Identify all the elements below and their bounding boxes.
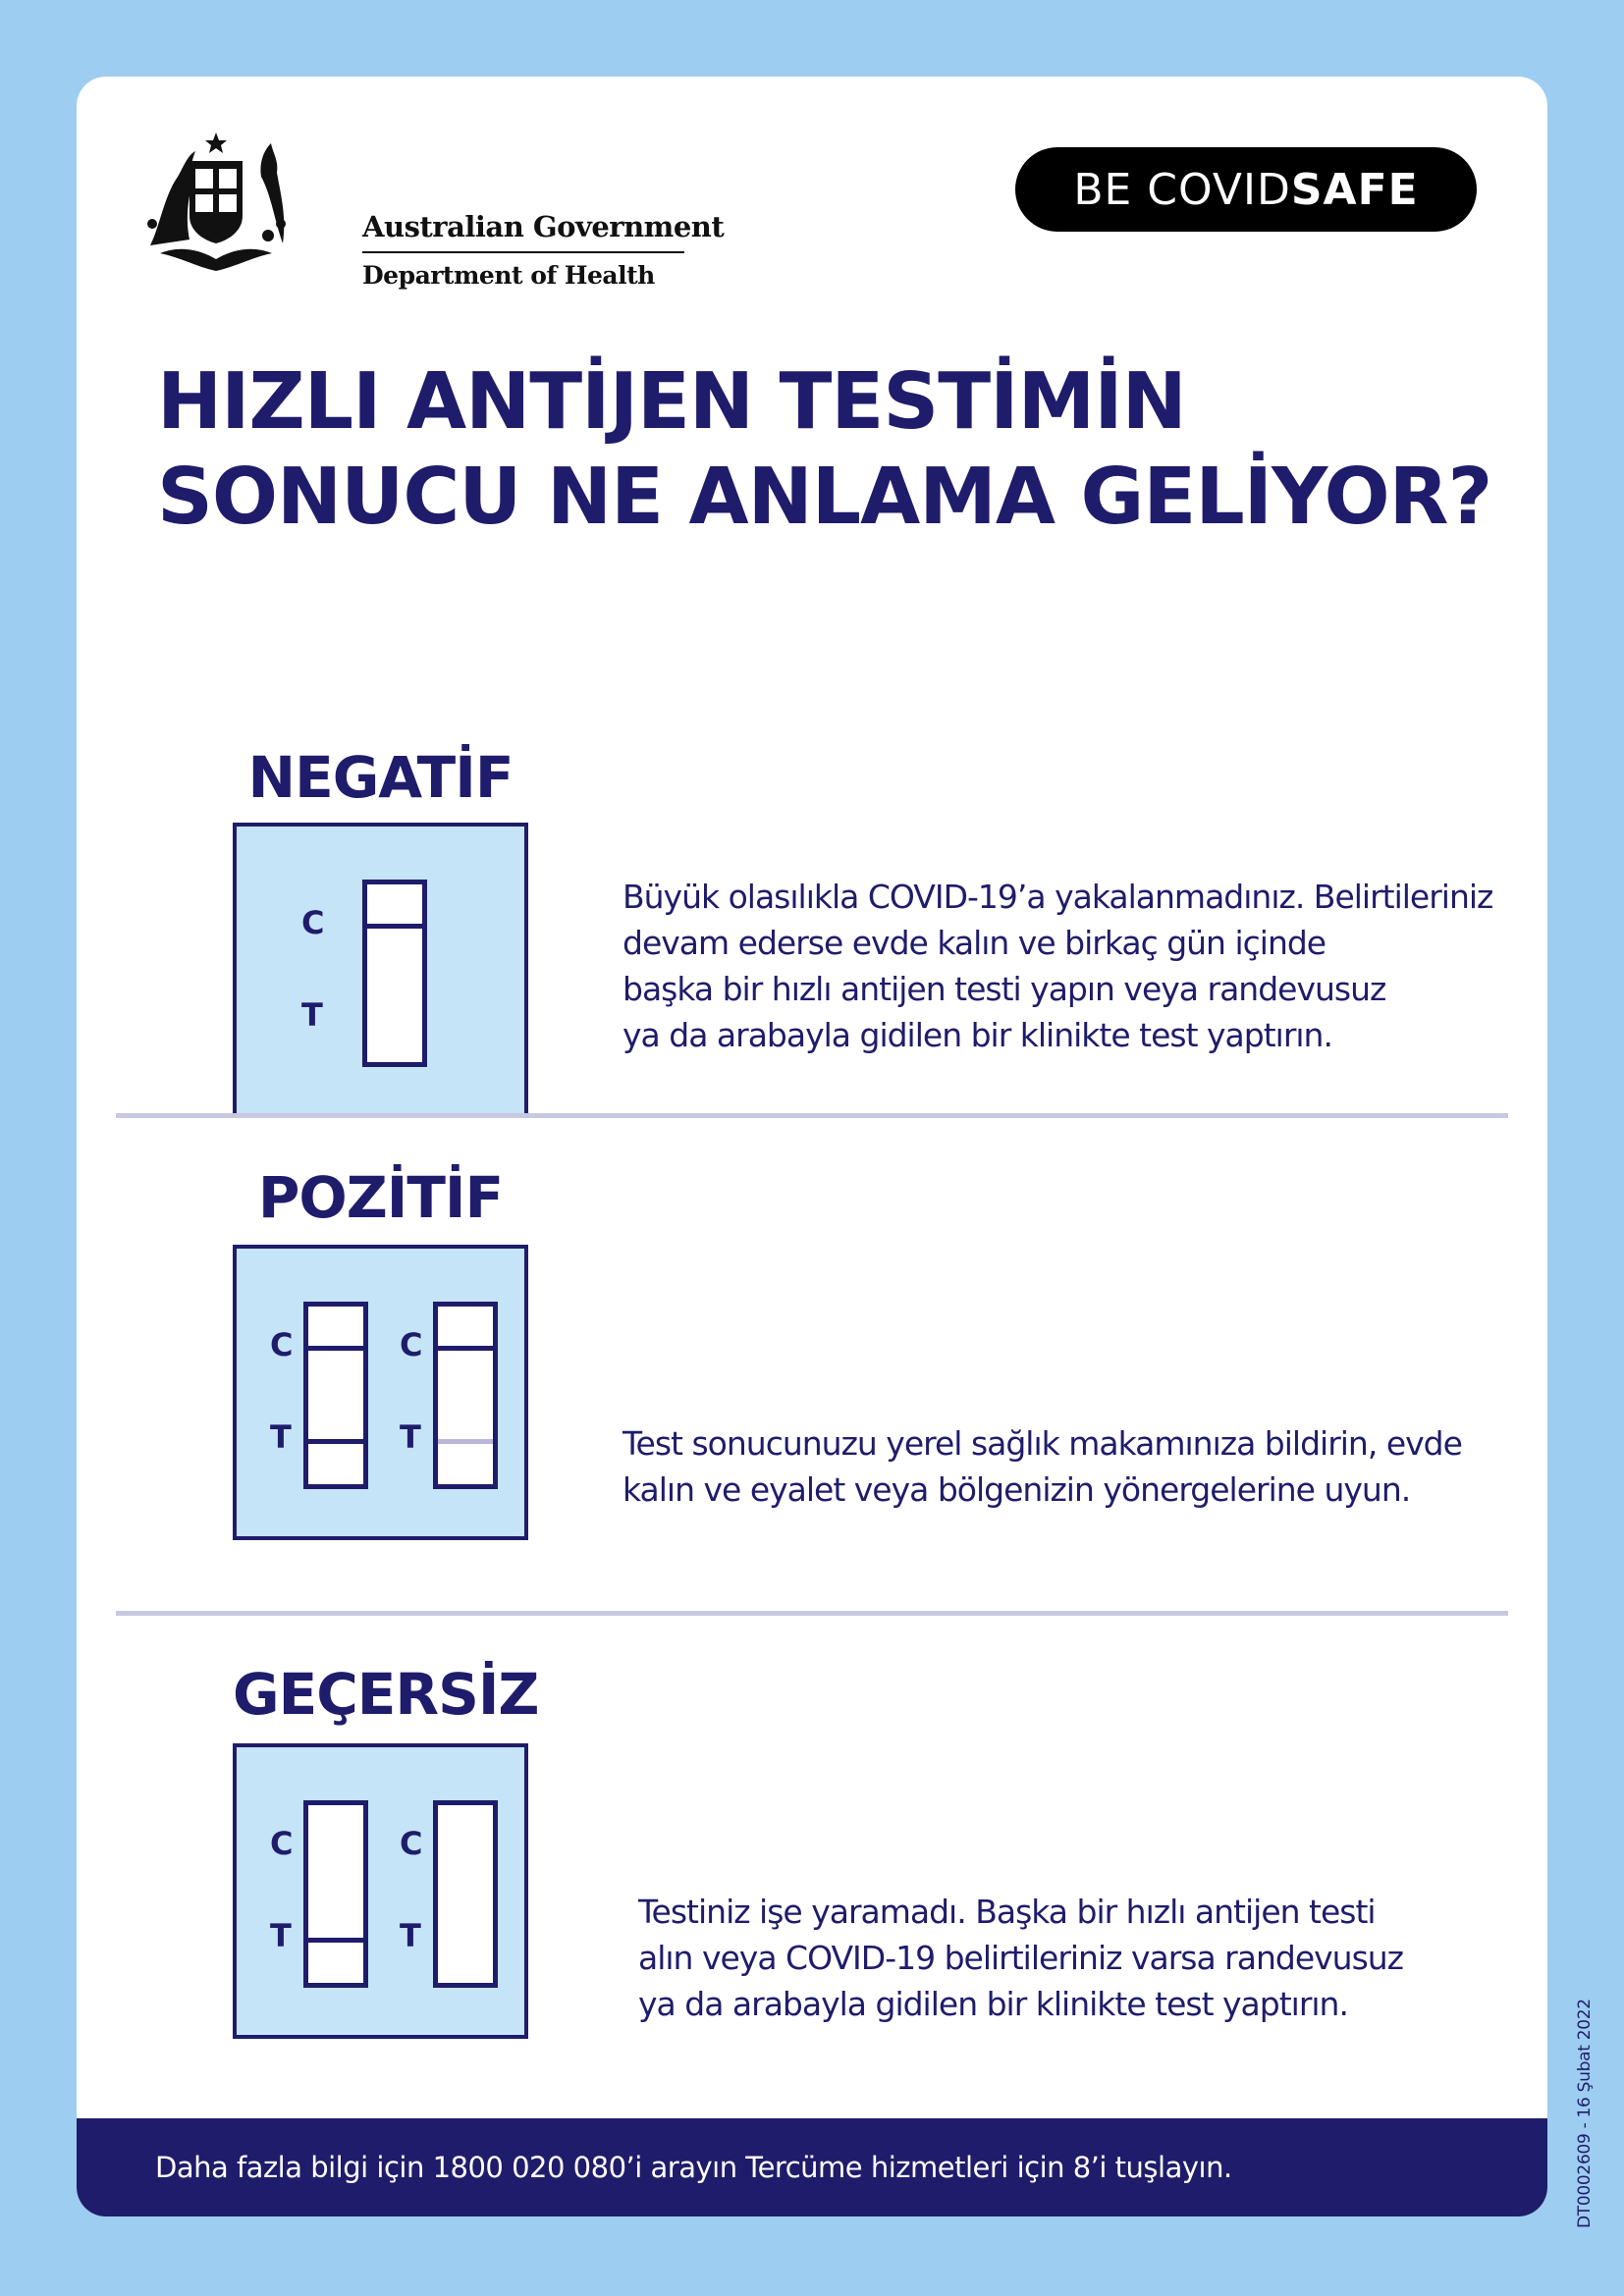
- test-line: [308, 1938, 363, 1943]
- description-line: ya da arabayla gidilen bir klinikte test yaptırın.: [623, 1016, 1332, 1054]
- coat-of-arms-icon: [131, 128, 302, 275]
- control-marker: C: [400, 1825, 423, 1862]
- description-line: Test sonucunuzu yerel sağlık makamınıza bildirin, evde: [623, 1424, 1462, 1463]
- description-line: başka bir hızlı antijen testi yapın veya randevusuz: [623, 970, 1386, 1008]
- title-line-2: SONUCU NE ANLAMA GELİYOR?: [157, 452, 1492, 542]
- badge-prefix: BE COVID: [1073, 164, 1291, 215]
- description-line: Testiniz işe yaramadı. Başka bir hızlı antijen testi: [638, 1893, 1376, 1931]
- control-marker: C: [301, 904, 325, 941]
- test-cassette: [433, 1800, 498, 1988]
- test-marker: T: [400, 1917, 421, 1954]
- government-logo: [131, 128, 725, 290]
- description-line: devam ederse evde kalın ve birkaç gün içinde: [623, 924, 1326, 962]
- section-divider: [116, 1611, 1508, 1616]
- section-description: [623, 874, 1492, 1058]
- description-line: ya da arabayla gidilen bir klinikte test yaptırın.: [638, 1985, 1348, 2023]
- test-illustration-box: [233, 823, 528, 1118]
- test-cassette: [303, 1302, 368, 1489]
- test-marker: T: [270, 1418, 292, 1456]
- badge-emphasis: SAFE: [1290, 164, 1419, 215]
- control-marker: C: [270, 1326, 294, 1363]
- section-label: NEGATİF: [247, 744, 514, 811]
- government-name: Australian Government: [362, 210, 725, 243]
- section-description: [623, 1420, 1462, 1513]
- faint-test-line: [438, 1439, 493, 1444]
- section-description: [638, 1889, 1403, 2027]
- description-line: Büyük olasılıkla COVID-19’a yakalanmadınız. Belirtileriniz: [623, 878, 1493, 916]
- footer-info: Daha fazla bilgi için 1800 020 080’i arayın Tercüme hizmetleri için 8’i tuşlayın.: [155, 2151, 1232, 2184]
- control-marker: C: [270, 1825, 294, 1862]
- page-title: [157, 354, 1532, 545]
- control-line: [308, 1346, 363, 1351]
- test-cassette: [362, 880, 427, 1067]
- description-line: alın veya COVID-19 belirtileriniz varsa randevusuz: [638, 1939, 1403, 1977]
- department-name: Department of Health: [362, 261, 655, 290]
- poster-card: [77, 77, 1547, 2216]
- test-cassette: [433, 1302, 498, 1489]
- description-line: kalın ve eyalet veya bölgenizin yönergelerine uyun.: [623, 1470, 1411, 1509]
- test-cassette: [303, 1800, 368, 1988]
- test-illustration-box: [233, 1743, 528, 2039]
- document-code: DT0002609 - 16 Şubat 2022: [1575, 1999, 1595, 2228]
- divider: [362, 251, 684, 253]
- section-label: POZİTİF: [257, 1164, 504, 1231]
- control-marker: C: [400, 1326, 423, 1363]
- test-marker: T: [400, 1418, 421, 1456]
- control-line: [367, 924, 422, 929]
- test-marker: T: [270, 1917, 292, 1954]
- test-line: [308, 1439, 363, 1444]
- footer-bar: [77, 2118, 1547, 2216]
- section-label: GEÇERSİZ: [233, 1661, 539, 1728]
- test-illustration-box: [233, 1245, 528, 1540]
- title-line-1: HIZLI ANTİJEN TESTİMİN: [157, 356, 1186, 447]
- be-covidsafe-badge: [1015, 147, 1477, 232]
- control-line: [438, 1346, 493, 1351]
- section-divider: [116, 1113, 1508, 1118]
- test-marker: T: [301, 996, 323, 1034]
